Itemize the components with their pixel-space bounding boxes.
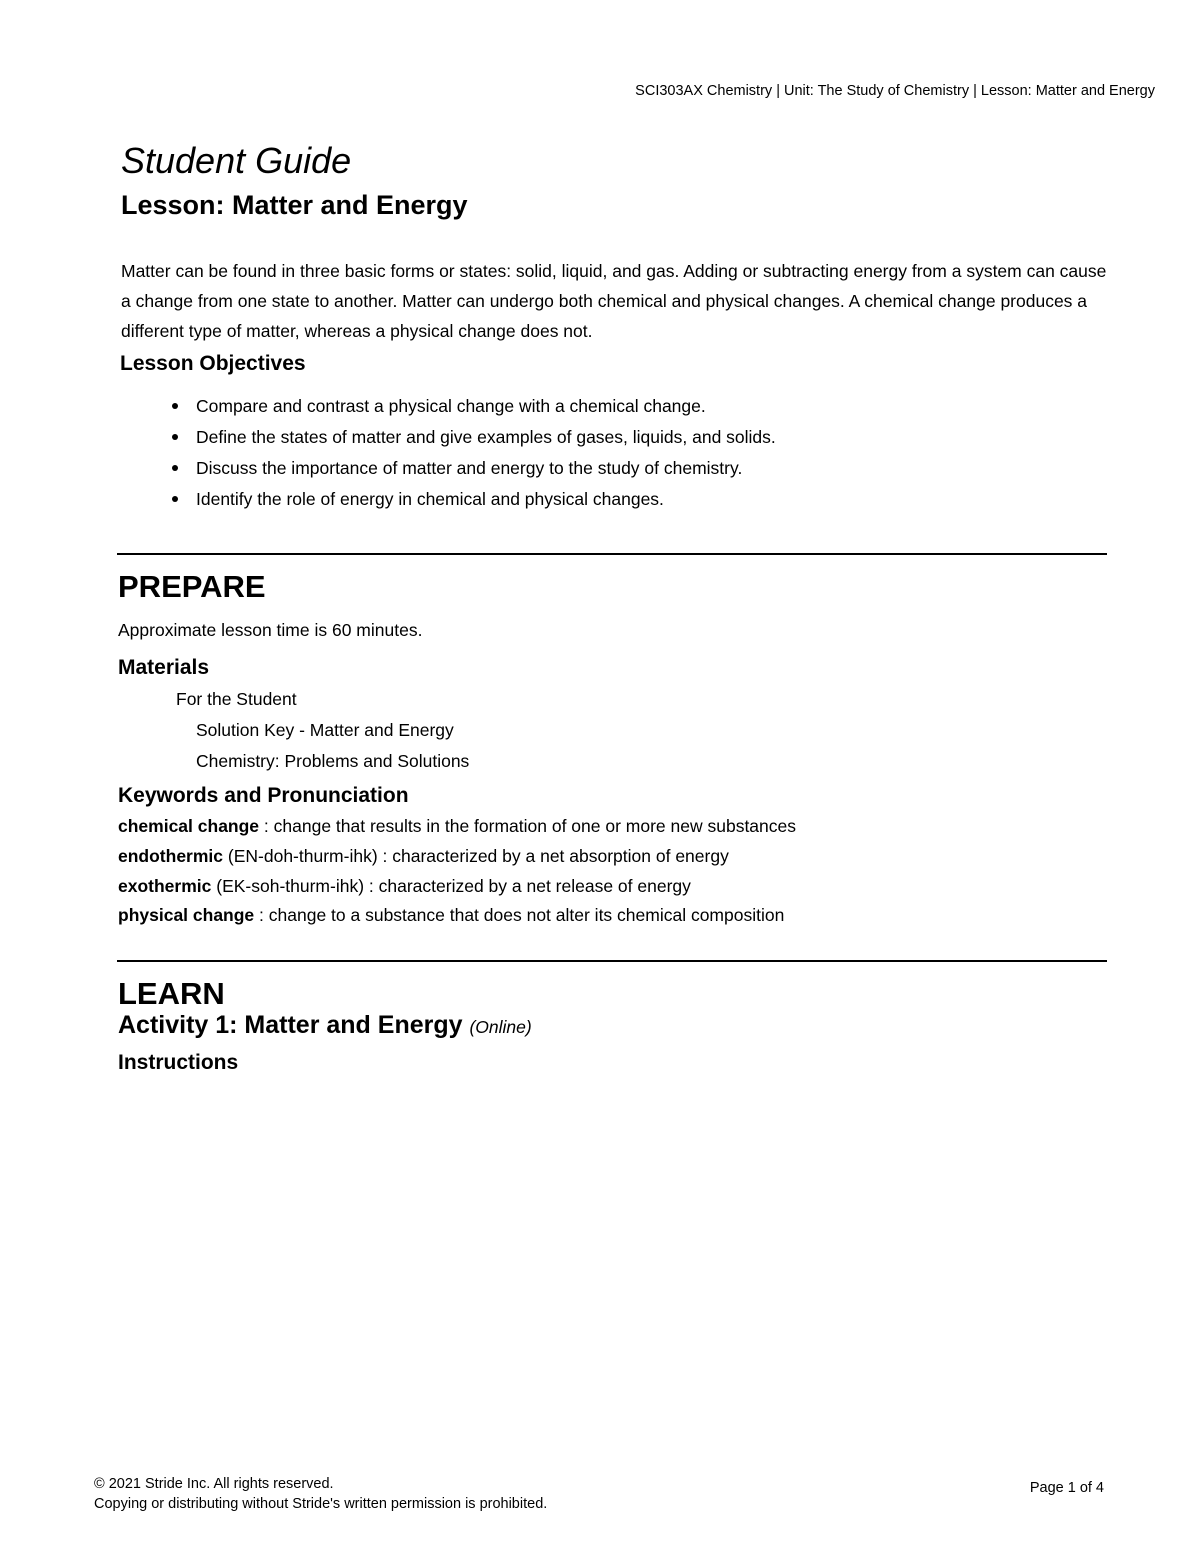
materials-heading: Materials — [118, 656, 210, 679]
keyword-term: endothermic — [118, 846, 224, 866]
keywords-heading: Keywords and Pronunciation — [118, 784, 409, 807]
material-item: Solution Key - Matter and Energy — [196, 720, 454, 740]
keyword-entry — [118, 816, 796, 837]
instructions-heading: Instructions — [118, 1051, 239, 1074]
keyword-definition: (EK-soh-thurm-ihk) : characterized by a net release of energy — [211, 876, 691, 896]
materials-group-label: For the Student — [176, 689, 297, 709]
keyword-definition: (EN-doh-thurm-ihk) : characterized by a net absorption of energy — [223, 846, 729, 866]
intro-paragraph: Matter can be found in three basic forms or states: solid, liquid, and gas. Adding or subtracting energy from a system can cause a change from one state to another. Matter can undergo both chemical and physical changes. A chemical change produces a different type of matter, whereas a physical change does not. — [121, 261, 1107, 341]
activity-title: Activity 1: Matter and Energy (Online) — [118, 1011, 532, 1039]
section-divider — [117, 553, 1107, 555]
footer-copyright-block — [94, 1474, 547, 1514]
bullet-icon — [172, 465, 178, 471]
section-divider — [117, 960, 1107, 962]
keyword-entry — [118, 846, 729, 867]
prepare-heading: PREPARE — [118, 569, 266, 604]
learn-heading: LEARN — [118, 976, 225, 1011]
document-title: Student Guide — [121, 140, 352, 181]
objective-item: Identify the role of energy in chemical and physical changes. — [170, 486, 776, 517]
bullet-icon — [172, 403, 178, 409]
keyword-entry — [118, 876, 691, 897]
objective-item: Discuss the importance of matter and energy to the study of chemistry. — [170, 455, 776, 486]
keyword-entry — [118, 905, 784, 926]
material-item: Chemistry: Problems and Solutions — [196, 751, 470, 771]
keyword-definition: : change that results in the formation of one or more new substances — [259, 816, 797, 836]
objectives-list — [170, 393, 776, 517]
running-header: SCI303AX Chemistry | Unit: The Study of Chemistry | Lesson: Matter and Energy — [635, 83, 1155, 99]
objective-item: Compare and contrast a physical change with a chemical change. — [170, 393, 776, 424]
keyword-term: exothermic — [118, 876, 212, 896]
lesson-title: Lesson: Matter and Energy — [121, 190, 468, 220]
copyright-line: © 2021 Stride Inc. All rights reserved. — [94, 1476, 334, 1492]
bullet-icon — [172, 496, 178, 502]
permission-notice: Copying or distributing without Stride's written permission is prohibited. — [94, 1496, 548, 1512]
page-number: Page 1 of 4 — [1029, 1480, 1104, 1496]
lesson-time-note: Approximate lesson time is 60 minutes. — [118, 620, 423, 640]
keyword-definition: : change to a substance that does not alter its chemical composition — [254, 905, 785, 925]
bullet-icon — [172, 434, 178, 440]
keyword-term: chemical change — [118, 816, 260, 836]
objectives-heading: Lesson Objectives — [120, 352, 306, 375]
objective-item: Define the states of matter and give examples of gases, liquids, and solids. — [170, 424, 776, 455]
activity-mode-tag: (Online) — [469, 1017, 532, 1037]
keyword-term: physical change — [118, 905, 255, 925]
